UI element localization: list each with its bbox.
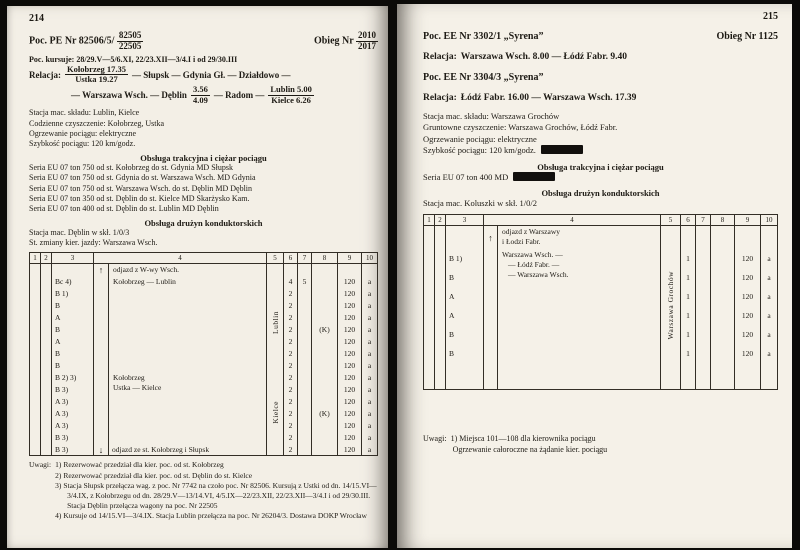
traction-line: Seria EU 07 ton 400 od st. Dęblin do st. Lublin MD Dęblin: [29, 204, 219, 214]
info-line: Ogrzewanie pociągu: elektryczne: [29, 128, 137, 138]
page-214: [7, 6, 388, 548]
info-line: Szybkość pociągu: 120 km/godz.: [423, 145, 778, 156]
departure-note-bottom: odjazd ze st. Kołobrzeg i Słupsk: [112, 444, 210, 454]
uwagi-item: 1) Rezerwować przedział dla kier. poc. od st. Kołobrzeg: [55, 460, 224, 470]
table-row: B 1) 2 120 a: [30, 288, 378, 300]
uwagi-item: Ogrzewanie całoroczne na żądanie kier. pociągu: [452, 444, 608, 454]
route-group: Warszawa Wsch. — — Łódź Fabr. — — Warszawa Wsch.: [498, 249, 661, 363]
table-row: B 3) 2 120 a: [30, 384, 378, 396]
timetable-left: [29, 252, 378, 456]
traction-line: Seria EU 07 ton 750 od st. Kołobrzeg do st. Gdynia MD Słupsk: [29, 162, 233, 172]
table-row: A 3) 2 (K) 120 a: [30, 408, 378, 420]
table-header-row: 1 2 3 4 5 6 7 8 9 10: [30, 253, 378, 264]
conductor-line: Stacja mac. Koluszki w skł. 1/0/2: [423, 198, 538, 209]
uwagi-label: Uwagi:: [423, 433, 447, 443]
table-row: B 1 120 a: [424, 325, 778, 344]
table-row: A 1 120 a: [424, 287, 778, 306]
info-line: Stacja mac. składu: Warszawa Grochów: [423, 111, 560, 121]
table-row: A 2 120 a: [30, 336, 378, 348]
traction-line: Seria EU 07 ton 750 od st. Gdynia do st. Warszawa Wsch. MD Gdynia: [29, 173, 256, 183]
info-line: Ogrzewanie pociągu: elektryczne: [423, 133, 537, 144]
obieg-number: Obieg Nr 1125: [716, 31, 778, 42]
ink-stamp: [541, 145, 583, 154]
conductor-section-title: Obsługa drużyn konduktorskich: [144, 217, 263, 228]
route-group-2: Kołobrzeg Ustka — Kielce odjazd ze st. Kołobrzeg i Słupsk: [109, 372, 267, 456]
info-line: Gruntowne czyszczenie: Warszawa Grochów, Łódź Fabr.: [423, 122, 618, 133]
table-row: B 1 120 a: [424, 344, 778, 363]
arrow-up-icon: ↑: [484, 225, 498, 249]
train-number-fraction: $\frac{82505}{22505}$: [118, 30, 142, 51]
deblin-times-fraction: $\frac{3.56}{4.09}$: [192, 84, 208, 105]
traction-section-title: Obsługa trakcyjna i ciężar pociągu: [140, 152, 267, 163]
train-info: [423, 111, 778, 157]
relation-line-1: Relacja: $\frac{\text{Kołobrzeg 17.35}}{\text{Ustka 19.27}}$ — Słupsk — Gdynia Gł. — Działdowo —: [29, 63, 291, 85]
obieg-fraction: $\frac{2010}{2017}$: [358, 30, 376, 51]
table-row: B 2 120 a: [30, 300, 378, 312]
uwagi-item: 1) Miejsca 101—108 dla kierownika pociągu: [450, 433, 596, 443]
table-row: A 3) 2 120 a: [30, 396, 378, 408]
info-line: Stacja mac. składu: Lublin, Kielce: [29, 108, 140, 118]
uwagi-section: [423, 434, 778, 456]
table-row: B 2) 3) Kołobrzeg Ustka — Kielce odjazd ze st. Kołobrzeg i Słupsk Kielce 2 120 a: [30, 372, 378, 384]
table-row: A 1 120 a: [424, 306, 778, 325]
page-number: 214: [29, 13, 44, 24]
info-line: Szybkość pociągu: 120 km/godz.: [29, 139, 136, 149]
station-vertical-label: Kielce: [267, 372, 284, 456]
table-row: [424, 363, 778, 389]
relation-line-2: Relacja: Łódź Fabr. 16.00 — Warszawa Wsch. 17.39: [423, 93, 637, 103]
table-row: [30, 264, 378, 276]
traction-list: [29, 163, 378, 215]
uwagi-label: Uwagi:: [29, 460, 52, 470]
arrow-up-icon: ↑: [94, 264, 109, 276]
info-line: Codzienne czyszczenie: Kołobrzeg, Ustka: [29, 118, 165, 128]
train-number-2: Poc. EE Nr 3304/3 „Syrena”: [423, 72, 544, 83]
departure-note-top: odjazd z W-wy Wsch.: [109, 264, 267, 276]
page-number: 215: [763, 11, 778, 22]
train-number: Poc. PE Nr 82506/5/ $\frac{82505}{22505}$: [29, 30, 142, 51]
table-row: B 2 (K) 120 a: [30, 324, 378, 336]
timetable-right: [423, 214, 778, 390]
table-row: B 3) 2 120 a: [30, 432, 378, 444]
station-vertical-label: Warszawa Grochów: [661, 249, 681, 363]
table-row: B 2 120 a: [30, 348, 378, 360]
train-number: Poc. EE Nr 3302/1 „Syrena”: [423, 31, 544, 42]
table-row: Bc 4) Kołobrzeg — Lublin Lublin 4 5 120 a: [30, 276, 378, 288]
uwagi-item: 2) Rezerwować przedział dla kier. poc. od st. Dęblin do st. Kielce: [55, 470, 253, 480]
traction-section-title: Obsługa trakcyjna i ciężar pociągu: [537, 161, 664, 172]
uwagi-item: 4) Kursuje od 14/15.VI—3/4.IX. Stacja Lublin przełącza na poc. Nr 26204/3. Dostawa DOKP Wrocław: [55, 511, 367, 521]
service-dates: Poc. kursuje: 28/29.V—5/6.XI, 22/23.XII—3/4.I i od 29/30.III: [29, 54, 238, 64]
table-row: B 3) ↓ 2 120 a: [30, 444, 378, 456]
traction-line: Seria EU 07 ton 750 od st. Warszawa Wsch. do st. Dęblin MD Dęblin: [29, 183, 253, 193]
traction-line: Seria EU 07 ton 400 MD: [423, 172, 778, 183]
table-row: A 2 120 a: [30, 312, 378, 324]
conductor-section-title: Obsługa drużyn konduktorskich: [541, 188, 660, 199]
arrow-down-icon: ↓: [94, 444, 109, 456]
table-header-row: 1 2 3 4 5 6 7 8 9 10: [424, 214, 778, 225]
table-row: B 1 120 a: [424, 268, 778, 287]
traction-line: Seria EU 07 ton 350 od st. Dęblin do st. Kielce MD Skarżysko Kam.: [29, 193, 250, 203]
uwagi-item: 3) Stacja Słupsk przełącza wag. z poc. Nr 7742 na czoło poc. Nr 82506. Kursują z Ustki od dn. 14/15.VI—3/4.IX, z Kołobrzegu od dn. 28/29.V—13/14.VI, 4/5.IX—22/23.XII, 22/23.XII—3/4.I i od 29/30.III. Stacja Dęblin przełącza wagony na poc. Nr 22505: [55, 480, 377, 510]
train-title-row: [423, 31, 778, 42]
departure-note-top: odjazd z Warszawy i Łodzi Fabr.: [498, 225, 661, 249]
relation-line-2: — Warszawa Wsch. — Dęblin $\frac{3.56}{4.09}$ — Radom — $\frac{\text{Lublin 5.00}}{\text{Kielce 6.26}}$: [71, 84, 312, 105]
train-title-row: [29, 31, 378, 52]
uwagi-section: [29, 460, 378, 521]
obieg-number: Obieg Nr $\frac{2010}{2017}$: [313, 30, 376, 51]
conductor-line: Stacja mac. Dęblin w skł. 1/0/3: [29, 227, 130, 237]
train-info: [29, 108, 378, 150]
route-group-1: Kołobrzeg — Lublin: [109, 276, 267, 372]
conductor-line: St. zmiany kier. jazdy: Warszawa Wsch.: [29, 238, 158, 248]
relation-line-1: Relacja: Warszawa Wsch. 8.00 — Łódź Fabr. 9.40: [423, 52, 628, 62]
table-row: A 3) 2 120 a: [30, 420, 378, 432]
ink-stamp: [513, 172, 555, 181]
destination-fraction: $\frac{\text{Lublin 5.00}}{\text{Kielce 6.26}}$: [270, 84, 312, 105]
page-215: [397, 4, 792, 548]
station-vertical-label: Lublin: [267, 276, 284, 372]
table-row: B 2 120 a: [30, 360, 378, 372]
table-row: [424, 225, 778, 249]
origin-fraction: $\frac{\text{Kołobrzeg 17.35}}{\text{Ustka 19.27}}$: [66, 63, 127, 85]
table-row: B 1) Warszawa Wsch. — — Łódź Fabr. — — Warszawa Wsch. Warszawa Grochów 1 120 a: [424, 249, 778, 268]
